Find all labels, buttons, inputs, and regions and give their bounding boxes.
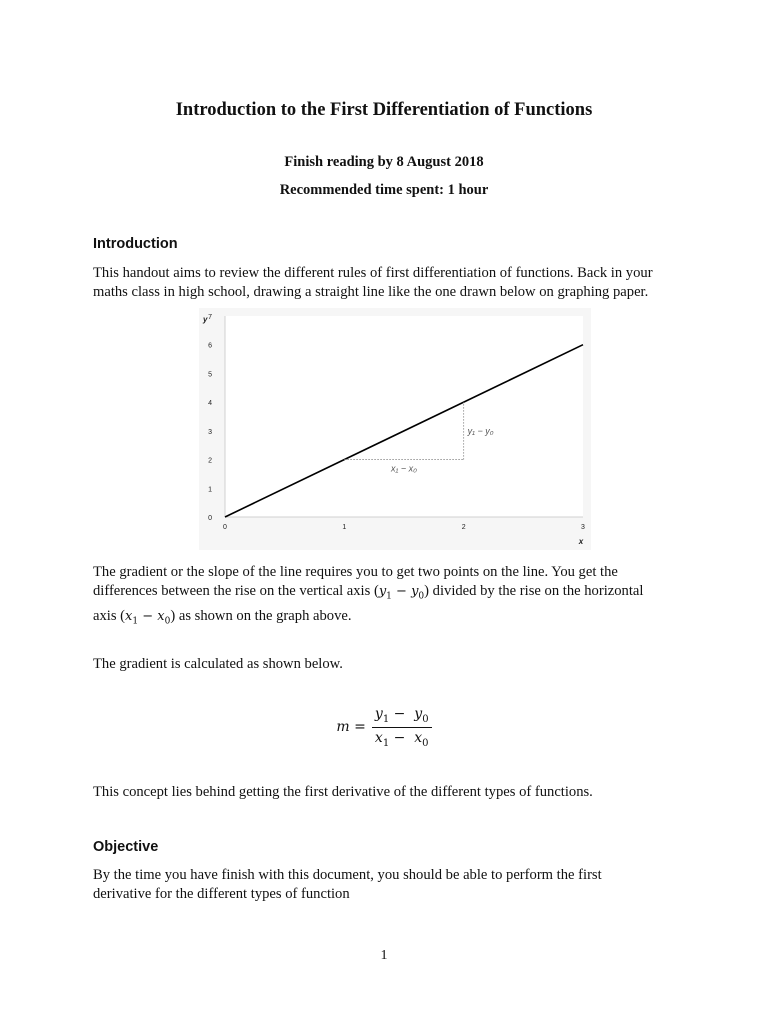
objective-paragraph: [93, 866, 713, 904]
x-axis-label: x: [578, 537, 584, 546]
gradient-line-2: [93, 582, 713, 607]
plot-area: [225, 316, 583, 517]
intro-line-1: This handout aims to review the different rules of first differentiation of functions. Back in your: [93, 265, 653, 281]
run-label: x₁ − x₀: [391, 463, 417, 474]
equation-lhs: m =: [336, 719, 366, 736]
y-tick-label: 3: [208, 428, 212, 436]
objective-line-1: By the time you have finish with this document, you should be able to perform the first: [93, 867, 602, 883]
x-tick-label: 0: [223, 524, 227, 531]
y-tick-label: 4: [208, 400, 212, 408]
x-tick-label: 2: [461, 524, 466, 531]
gradient-line-3-a: axis (: [93, 607, 126, 624]
gradient-line-2-a: differences between the rise on the vertical axis (: [93, 583, 379, 599]
page-number: 1: [380, 948, 388, 963]
line-chart: [195, 308, 595, 553]
y-tick-label: 6: [208, 342, 212, 350]
rise-label: y₁ − y₀: [467, 425, 494, 436]
deadline-text: Finish reading by 8 August 2018: [284, 154, 484, 170]
equation-denominator: $x_1 - x_0$: [374, 729, 429, 749]
y-tick-label: 1: [208, 486, 212, 494]
gradient-paragraph: [93, 563, 713, 631]
objective-line-2: derivative for the different types of function: [93, 886, 350, 902]
page-title: Introduction to the First Differentiation of Functions: [175, 100, 593, 120]
y-tick-label: 5: [208, 371, 212, 379]
intro-paragraph: [93, 264, 713, 302]
y-tick-label: 7: [208, 314, 212, 321]
rise-math: $y_1 - y_0$: [378, 584, 425, 602]
y-axis-label: y: [203, 315, 208, 324]
gradient-line-2-b: ) divided by the rise on the horizontal: [424, 583, 644, 599]
calc-paragraph: The gradient is calculated as shown below.: [93, 656, 343, 672]
gradient-line-1: The gradient or the slope of the line requires you to get two points on the line. You get the: [93, 564, 618, 580]
intro-line-2: maths class in high school, drawing a straight line like the one drawn below on graphing paper.: [93, 284, 649, 300]
y-tick-label: 0: [208, 515, 212, 522]
gradient-line-3: [93, 607, 713, 632]
y-tick-label: 2: [208, 457, 212, 465]
x-tick-label: 1: [342, 524, 347, 531]
concept-paragraph: This concept lies behind getting the first derivative of the different types of functions.: [93, 784, 593, 800]
run-math: $x_1 - x_0$: [125, 608, 171, 627]
introduction-heading: Introduction: [93, 236, 178, 252]
gradient-line-3-b: ) as shown on the graph above.: [170, 607, 352, 624]
x-tick-label: 3: [581, 524, 585, 531]
time-spent-text: Recommended time spent: 1 hour: [279, 182, 489, 198]
equation-numerator: $y_1 - y_0$: [372, 706, 432, 728]
gradient-equation: [0, 706, 768, 749]
objective-heading: Objective: [93, 839, 159, 855]
equation-fraction: [372, 706, 432, 749]
